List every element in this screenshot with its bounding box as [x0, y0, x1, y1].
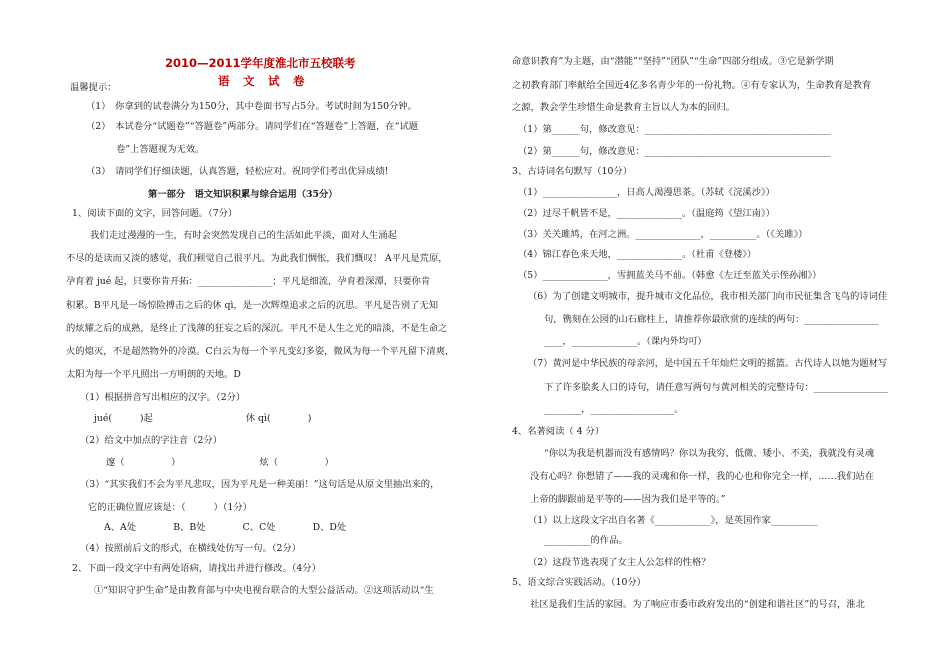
left-line-2: （1） 你拿到的试卷满分为150分，其中卷面书写占5分。考试时间为150分钟。	[86, 101, 417, 112]
left-line-8: 我们走过漫漫的一生，有时会突然发现自己的生活如此平淡，面对人生涌起	[90, 230, 397, 241]
exam-title: 2010—2011学年度淮北市五校联考	[165, 56, 356, 70]
right-line-24: （2）这段节选表现了女主人公怎样的性格？	[528, 557, 711, 568]
right-line-8: （2）过尽千帆皆不是，______________。（温庭筠《望江南》）	[518, 208, 775, 219]
left-line-22: （4）按照前后文的形式，在横线处仿写一句。（2分）	[80, 543, 302, 554]
right-line-7: （1）________________，日高人渴漫思茶。（苏轼《浣溪沙》）	[518, 187, 775, 198]
right-line-18: 4、名著阅读（ 4 分）	[512, 426, 605, 437]
right-line-20: 没有心吗？你想错了——我的灵魂和你一样，我的心也和你完全一样，……我们站在	[530, 471, 874, 482]
right-line-11: （5）______________，雪拥蓝关马不前。（韩愈《左迁至蓝关示侄孙湘》）	[518, 270, 822, 281]
right-line-19: “你以为我是机器而没有感情吗？你以为我穷、低微、矮小、不美，我就没有灵魂	[544, 448, 875, 459]
left-line-15: （1）根据拼音写出相应的汉字。（2分）	[80, 392, 246, 403]
right-line-10: （4）锦江春色来天地，______________。（杜甫《登楼》）	[518, 249, 757, 260]
right-line-26: 社区是我们生活的家园。为了响应市委市政府发出的“创建和谐社区”的号召，淮北	[530, 599, 865, 610]
right-line-2: 之初教育部门率献给全国近4亿多名青少年的一份礼物。④有专家认为，生命教育是教育	[512, 80, 872, 91]
right-line-22: （1）以上这段文字出自名著《____________》，是英国作家__________	[528, 515, 818, 526]
left-line-21: A、A处 B、B处 C、C处 D、D处	[104, 522, 347, 533]
right-line-3: 之源，教会学生珍惜生命是教育主旨以人为本的回归。	[512, 102, 736, 113]
left-line-11: 积累。B平凡是一场惊险搏击之后的休 qì，是一次辉煌追求之后的沉思。平凡是告别了无知	[66, 300, 438, 311]
left-line-4: 卷”上答题视为无效。	[116, 144, 205, 155]
left-line-16: jué( )起 休 qì( )	[94, 413, 312, 424]
right-line-16: 下了许多脍炙人口的诗句，请任意写两句与黄河相关的完整诗句：________________	[544, 382, 888, 393]
left-line-1: 温馨提示：	[70, 82, 117, 93]
left-line-10: 孕育着 jué 起，只要你肯开拓：________________；平凡是细流，孕育着深潭，只要你肯	[66, 276, 431, 287]
right-line-1: 命意识教育”为主题，由“潜能”“坚持”“团队”“生命”四部分组成。③它是新学期	[512, 56, 834, 67]
right-line-21: 上帝的脚跟前是平等的——因为我们是平等的。”	[530, 494, 726, 505]
right-line-13: 句，镌刻在公园的山石廊柱上，请推荐你最欣赏的连续的两句：________________	[544, 314, 879, 325]
exam-subject-title: 语 文 试 卷	[218, 74, 306, 88]
left-line-24: ①“知识守护生命”是由教育部与中央电视台联合的大型公益活动。②这项活动以“生	[94, 585, 434, 596]
left-line-7: 1、阅读下面的文字，回答问题。（7分）	[72, 208, 238, 219]
left-line-13: 火的熄灭，不是超然物外的冷漠。C白云为每一个平凡变幻多姿，微风为每一个平凡留下清爽，	[66, 346, 455, 357]
right-line-15: （7）黄河是中华民族的母亲河，是中国五千年灿烂文明的摇篮。古代诗人以她为题材写	[528, 358, 888, 369]
left-line-23: 2、下面一段文字中有两处语病，请找出并进行修改。（4分）	[72, 563, 321, 574]
left-line-14: 太阳为每一个平凡照出一方明朗的天地。D	[66, 369, 241, 380]
right-line-12: （6）为了创建文明城市，提升城市文化品位，我市相关部门向市民征集含飞鸟的诗词佳	[528, 291, 888, 302]
right-line-6: 3、古诗词名句默写（10分）	[512, 166, 633, 177]
left-line-18: 邃（ ） 炫（ ）	[106, 457, 334, 468]
right-line-23: __________的作品。	[544, 535, 628, 546]
left-line-5: （3） 请同学们仔细读题，认真答题，轻松应对。祝同学们考出优异成绩!	[86, 166, 389, 177]
right-line-5: （2）第______句，修改意见：________________________________________	[518, 146, 831, 157]
right-line-25: 5、语文综合实践活动。（10分）	[512, 577, 646, 588]
left-line-3: （2） 本试卷分“试题卷”“答题卷”两部分。请同学们在“答题卷”上答题，在“试题	[86, 121, 419, 132]
right-line-9: （3）关关雎鸠，在河之洲。______________，__________。（《关雎》）	[518, 229, 808, 240]
left-line-20: 它的正确位置应该是：（ ）（1分）	[88, 502, 252, 513]
right-line-17: ________，__________________。	[544, 404, 684, 415]
left-line-12: 的炫耀之后的成熟，是终止了浅薄的狂妄之后的深沉。平凡不是人生之光的暗淡，不是生命之	[66, 323, 448, 334]
right-line-14: ____，______________。（课内外均可）	[544, 336, 707, 347]
left-line-9: 不尽的是读而又淡的感觉，我们顿觉自己很平凡。为此我们惆怅，我们慨叹！ A平凡是荒原，	[66, 253, 448, 264]
left-line-19: （3）“其实我们不会为平凡悲叹，因为平凡是一种美丽！”这句话是从原文里抽出来的，	[80, 479, 440, 490]
left-line-6: 第一部分 语文知识积累与综合运用（35分）	[148, 189, 338, 200]
right-line-4: （1）第______句，修改意见：________________________________________	[518, 124, 831, 135]
left-line-17: （2）给文中加点的字注音（2分）	[80, 435, 222, 446]
